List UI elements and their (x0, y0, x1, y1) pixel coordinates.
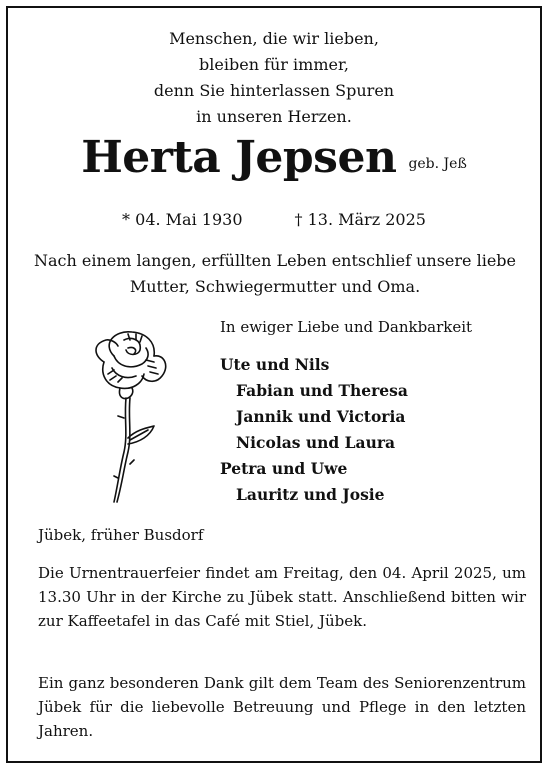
family-member: Fabian und Theresa (236, 381, 408, 400)
life-dates (8, 210, 540, 229)
family-member: Jannik und Victoria (236, 407, 406, 426)
family-list (220, 352, 408, 508)
family-member: Lauritz und Josie (236, 485, 385, 504)
thanks-line: In ewiger Liebe und Dankbarkeit (220, 318, 473, 336)
motto-line: Menschen, die wir lieben, (169, 29, 379, 48)
deceased-name-row (8, 132, 540, 183)
birth-name: geb. Jeß (408, 156, 467, 173)
place-line: Jübek, früher Busdorf (38, 526, 204, 544)
family-member: Nicolas und Laura (236, 433, 396, 452)
thanks-paragraph: Ein ganz besonderen Dank gilt dem Team des Seniorenzentrum Jübek für die liebevolle Betreuung und Pflege in den letzten Jahren. (38, 674, 526, 740)
deceased-name: Herta Jepsen (81, 132, 397, 183)
obituary-frame (6, 6, 542, 763)
intro-text: Nach einem langen, erfüllten Leben entschlief unsere liebe Mutter, Schwiegermutter und Oma. (33, 251, 516, 296)
family-member: Ute und Nils (220, 355, 330, 374)
motto-line: denn Sie hinterlassen Spuren (153, 81, 395, 100)
family-member: Petra und Uwe (220, 459, 348, 478)
motto-line: in unseren Herzen. (196, 107, 352, 126)
rose-icon (84, 326, 174, 506)
motto-verse (8, 26, 540, 130)
birth-date: * 04. Mai 1930 (122, 210, 243, 229)
motto-line: bleiben für immer, (199, 55, 349, 74)
death-date: † 13. März 2025 (294, 210, 426, 229)
funeral-info-paragraph: Die Urnentrauerfeier findet am Freitag, den 04. April 2025, um 13.30 Uhr in der Kirche zu Jübek statt. Anschließend bitten wir zur Kaffeetafel in das Café mit Stiel, Jübek. (38, 564, 526, 630)
